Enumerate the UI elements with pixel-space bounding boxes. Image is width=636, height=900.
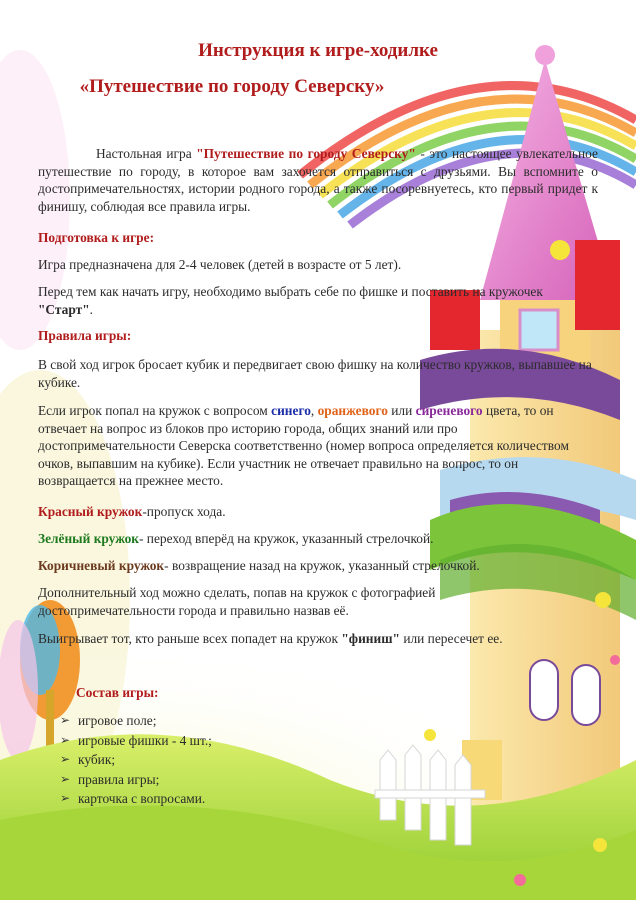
rule-brown-circle: Коричневый кружок- возвращение назад на кружок, указанный стрелочкой.	[38, 558, 480, 573]
list-item: ➢ правила игры;	[60, 770, 212, 790]
page-title: Инструкция к игре-ходилке	[198, 40, 438, 61]
preparation-heading: Подготовка к игре:	[38, 230, 155, 245]
contents-heading: Состав игры:	[76, 685, 159, 700]
list-item: ➢ карточка с вопросами.	[60, 789, 212, 809]
contents-list	[60, 711, 212, 809]
list-item: ➢ кубик;	[60, 750, 212, 770]
rule-green-circle: Зелёный кружок- переход вперёд на кружок, указанный стрелочкой.	[38, 531, 434, 546]
preparation-players: Игра предназначена для 2-4 человек (детей в возрасте от 5 лет).	[38, 257, 402, 272]
rule-winner: Выигрывает тот, кто раньше всех попадет на кружок "финиш" или пересечет ее.	[38, 631, 503, 646]
list-item: ➢ игровые фишки - 4 шт.;	[60, 731, 212, 751]
page-subtitle: «Путешествие по городу Северску»	[79, 76, 385, 97]
game-name: "Путешествие по городу Северску"	[196, 146, 416, 161]
rules-move: В свой ход игрок бросает кубик и передвигает свою фишку на количество кружков, выпавшее на кубике.	[38, 357, 592, 390]
rule-extra-move: Дополнительный ход можно сделать, попав на кружок с фотографией достопримечательности города и правильно назвав её.	[38, 585, 436, 618]
rules-heading: Правила игры:	[38, 328, 132, 343]
intro-paragraph: Настольная игра "Путешествие по городу Северску" - это настоящее увлекательное путешествие по городу, в которое вам захочется отправиться с друзьями. Вы вспомните о достопримечательностях, истории родного города, а также посоревнуетесь, кто первый придет к финишу, соблюдая все правила игры.	[38, 146, 598, 214]
list-item: ➢ игровое поле;	[60, 711, 212, 731]
rule-red-circle: Красный кружок-пропуск хода.	[38, 504, 226, 519]
preparation-start: Перед тем как начать игру, необходимо выбрать себе по фишке и поставить на кружочек "Старт".	[38, 284, 543, 317]
rules-questions: Если игрок попал на кружок с вопросом синего, оранжевого или сиреневого цвета, то он отвечает на вопрос из блоков про историю города, общих знаний или про достопримечательности Северска соответственно (номер вопроса определяется количеством очков, выпавшим на кубике). Если участник не отвечает правильно на вопрос, то он возвращается на прежнее место.	[38, 403, 569, 488]
